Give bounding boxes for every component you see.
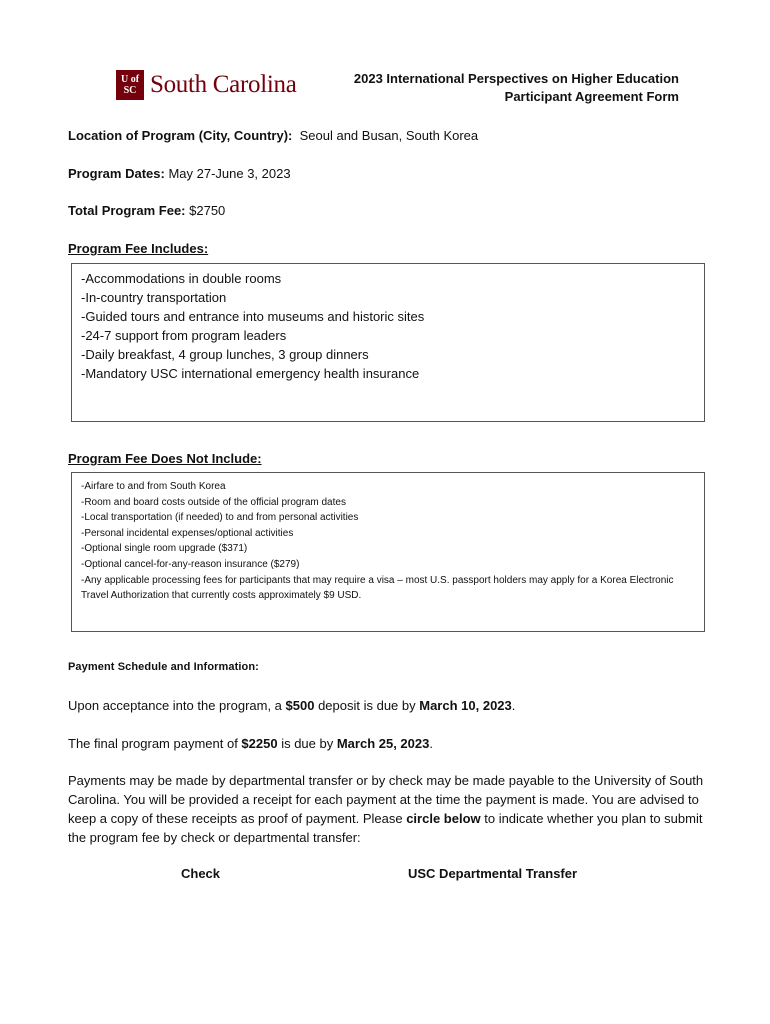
final-amount: $2250 [241, 736, 278, 751]
dates-label: Program Dates: [68, 166, 165, 181]
deposit-mid: deposit is due by [314, 698, 420, 713]
payment-heading: Payment Schedule and Information: [68, 661, 259, 673]
excludes-item: -Airfare to and from South Korea [81, 481, 226, 492]
dates-row [68, 166, 291, 181]
final-mid: is due by [277, 736, 337, 751]
excludes-heading: Program Fee Does Not Include: [68, 451, 262, 466]
excludes-item: -Optional single room upgrade ($371) [81, 543, 248, 555]
method-end: to indicate whether you plan to submit the program fee by check or departmental transfer: [68, 811, 703, 845]
includes-item: -Accommodations in double rooms [81, 271, 282, 286]
payment-method-text [68, 771, 713, 847]
includes-item: -24-7 support from program leaders [81, 328, 287, 343]
fee-row [68, 203, 225, 218]
option-check[interactable]: Check [181, 866, 221, 881]
includes-item: -Mandatory USC international emergency health insurance [81, 366, 420, 381]
final-payment-text [68, 734, 713, 753]
deposit-end: . [511, 698, 516, 713]
logo-mark-bottom: SC [123, 85, 137, 96]
excludes-item: -Any applicable processing fees for participants that may require a visa – most U.S. passport holders may apply for a Korea Electronic Travel Authorization that currently costs approximately $9 USD. [81, 574, 674, 602]
final-end: . [429, 736, 433, 751]
excludes-box [71, 472, 705, 632]
usc-logo [116, 70, 296, 100]
logo-mark-top: U of [120, 74, 140, 85]
deposit-amount: $500 [285, 698, 315, 713]
form-title-line1: 2023 International Perspectives on Higher Education [353, 71, 679, 86]
location-row [68, 128, 478, 143]
deposit-date: March 10, 2023 [419, 698, 512, 713]
fee-value: $2750 [189, 203, 226, 218]
excludes-item: -Local transportation (if needed) to and from personal activities [81, 512, 359, 524]
excludes-item: -Optional cancel-for-any-reason insurance ($279) [81, 558, 300, 570]
deposit-text [68, 696, 713, 715]
excludes-item: -Personal incidental expenses/optional activities [81, 527, 294, 539]
includes-item: -Guided tours and entrance into museums and historic sites [81, 309, 425, 324]
includes-heading: Program Fee Includes: [68, 241, 209, 256]
dates-value: May 27-June 3, 2023 [168, 166, 291, 181]
form-title-line2: Participant Agreement Form [504, 89, 679, 104]
final-pre: The final program payment of [68, 736, 242, 751]
deposit-pre: Upon acceptance into the program, a [68, 698, 286, 713]
location-label: Location of Program (City, Country): [68, 128, 293, 143]
option-departmental-transfer[interactable]: USC Departmental Transfer [408, 866, 578, 881]
final-date: March 25, 2023 [336, 736, 430, 751]
excludes-item: -Room and board costs outside of the official program dates [81, 496, 346, 508]
method-bold: circle below [406, 811, 481, 826]
logo-text: South Carolina [150, 71, 297, 98]
includes-box [71, 263, 705, 422]
includes-item: -Daily breakfast, 4 group lunches, 3 group dinners [81, 347, 369, 362]
method-text: Payments may be made by departmental transfer or by check may be made payable to the University of South Carolina. You will be provided a receipt for each payment at the time the payment is made. You are advised to keep a copy of these receipts as proof of payment. Please [68, 773, 704, 826]
usc-logo-mark [116, 70, 144, 100]
location-value: Seoul and Busan, South Korea [299, 128, 479, 143]
includes-item: -In-country transportation [81, 290, 227, 305]
fee-label: Total Program Fee: [68, 203, 186, 218]
form-title [354, 70, 679, 106]
